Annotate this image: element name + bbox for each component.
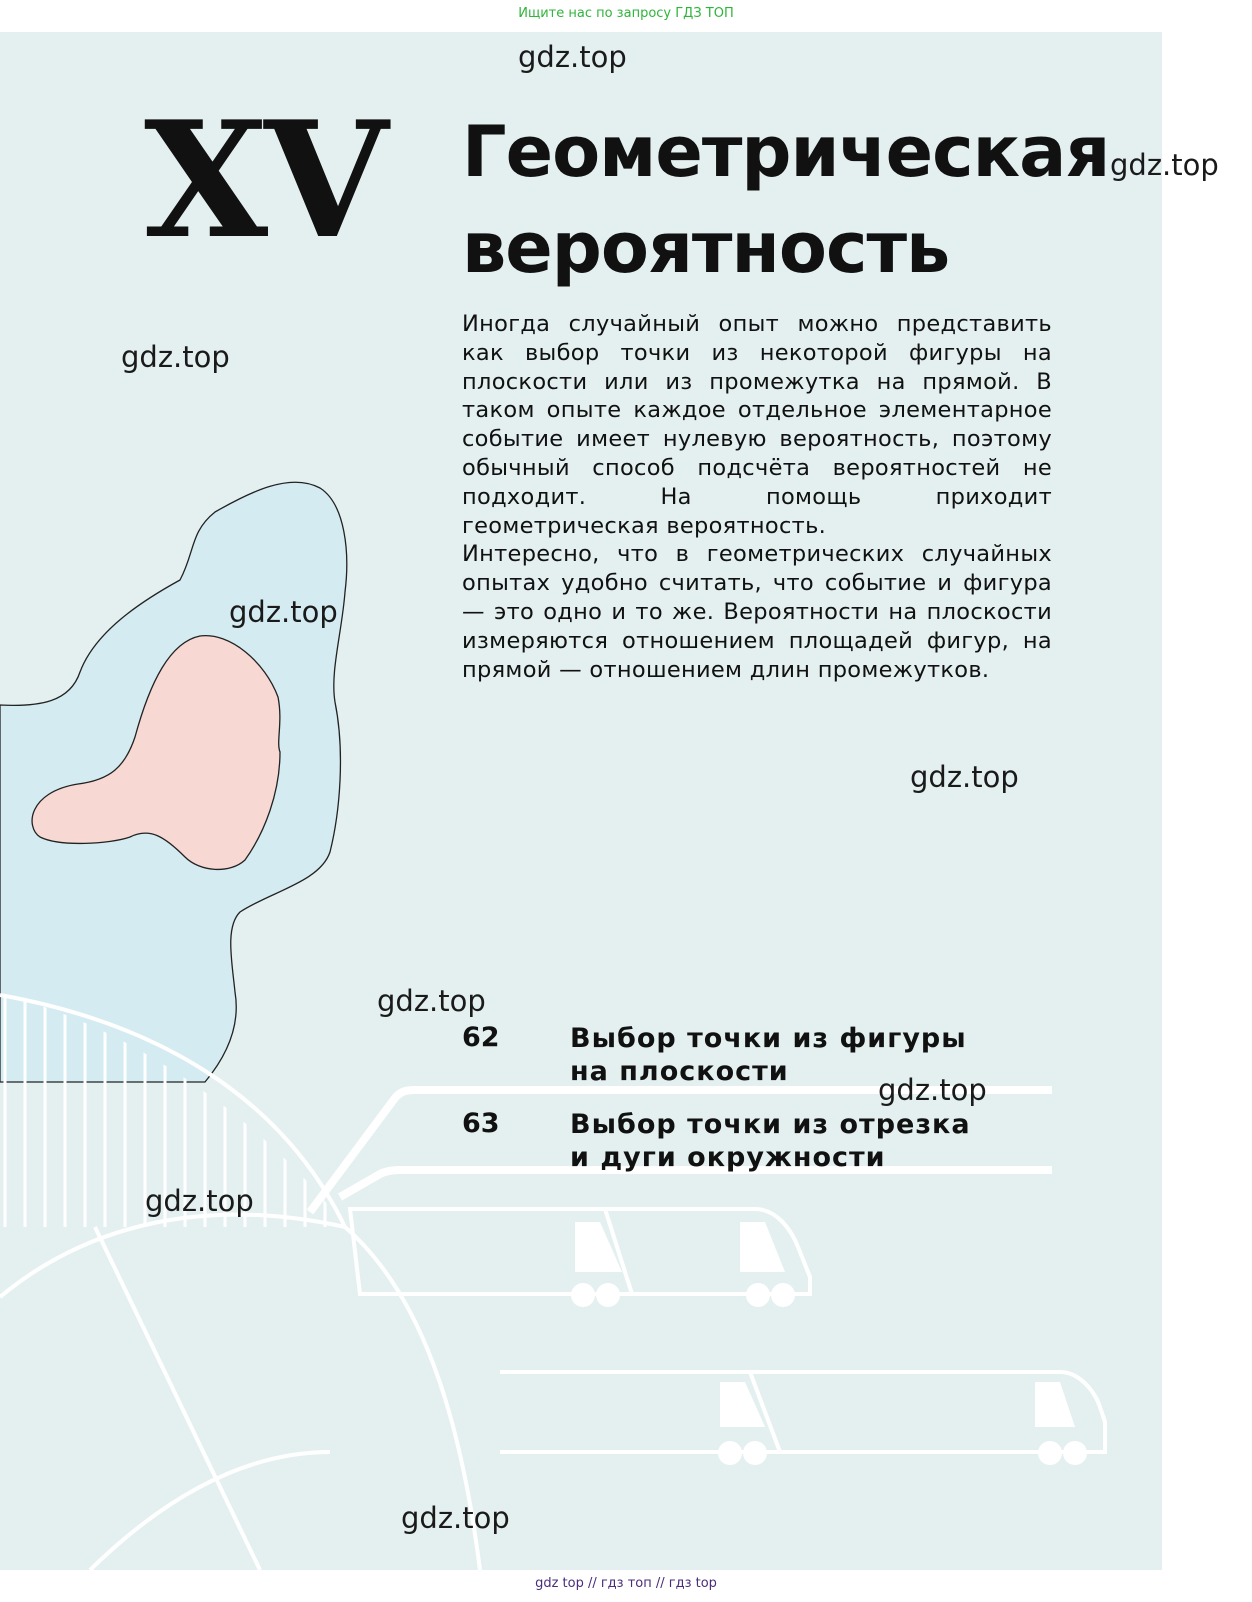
watermark: gdz.top xyxy=(1110,148,1219,182)
toc-item-title-line-1: Выбор точки из фигуры xyxy=(570,1023,967,1054)
chapter-title-line-1: Геометрическая xyxy=(462,111,1110,193)
watermark: gdz.top xyxy=(121,340,230,374)
watermark: gdz.top xyxy=(377,984,486,1018)
chapter-title xyxy=(462,104,1122,296)
intro-paragraph-1: Иногда случайный опыт можно представить как выбор точки из некоторой фигуры на плоскости или из промежутка на прямой. В таком опыте каждое отдельное элементарное событие имеет нулевую вероятность, поэтому обычный способ подсчёта вероятностей не подходит. На помощь приходит геометрическая вероятность. xyxy=(462,311,1052,539)
watermark: gdz.top xyxy=(518,40,627,74)
toc-item-title xyxy=(570,1108,990,1174)
watermark: gdz.top xyxy=(910,760,1019,794)
watermark: gdz.top xyxy=(145,1184,254,1218)
intro-text xyxy=(462,310,1052,684)
toc-item-63[interactable] xyxy=(462,1108,1062,1194)
intro-paragraph-2: Интересно, что в геометрических случайных опытах удобно считать, что событие и фигура — это одно и то же. Вероятности на плоскости измеряются отношением площадей фигур, на прямой — отношением длин промежутков. xyxy=(462,541,1052,683)
watermark: gdz.top xyxy=(229,595,338,629)
toc-item-number: 63 xyxy=(462,1108,500,1139)
chapter-title-line-2: вероятность xyxy=(462,207,950,289)
toc-item-title-line-1: Выбор точки из отрезка xyxy=(570,1109,971,1140)
table-of-contents xyxy=(462,1022,1062,1194)
toc-item-title-line-2: и дуги окружности xyxy=(570,1142,886,1173)
watermark: gdz.top xyxy=(878,1073,987,1107)
footer-links[interactable]: gdz top // гдз топ // гдз top xyxy=(535,1576,717,1591)
toc-item-title-line-2: на плоскости xyxy=(570,1056,789,1087)
textbook-page xyxy=(0,32,1162,1570)
top-banner[interactable]: Ищите нас по запросу ГДЗ ТОП xyxy=(518,6,734,21)
chapter-numeral: XV xyxy=(144,86,385,274)
toc-item-number: 62 xyxy=(462,1022,500,1053)
watermark: gdz.top xyxy=(401,1501,510,1535)
